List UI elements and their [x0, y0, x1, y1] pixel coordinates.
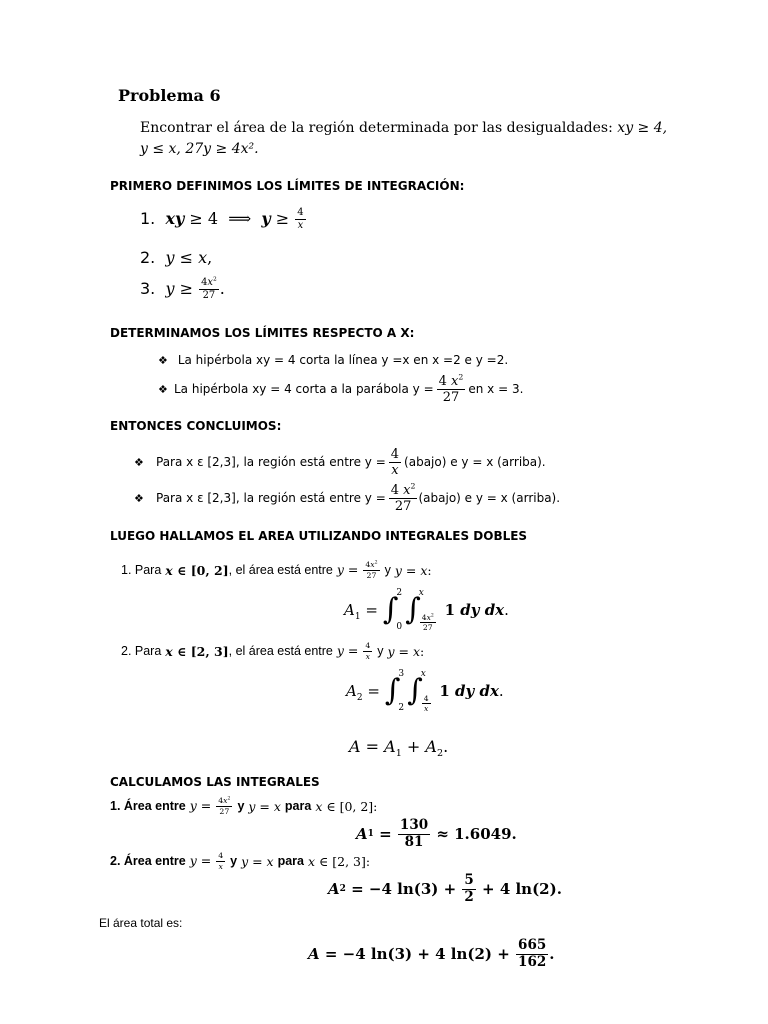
- x-limit-bullet-2-fraction: $\frac{4 x^2}{27}$: [438, 372, 464, 405]
- limit-item-1: [140, 208, 307, 231]
- limit-item-3: [140, 275, 225, 301]
- calc-item-1: [110, 794, 377, 818]
- integral-sign-icon: ∫: [384, 673, 401, 708]
- conclusion-bullet-2: [134, 479, 560, 517]
- integral-A1-outer-limits: 2 0: [396, 588, 403, 632]
- calc-item-2-upper: y = x: [241, 853, 274, 869]
- x-limit-bullet-1: [158, 353, 508, 367]
- integral-item-2-upper: y = x:: [387, 643, 425, 659]
- total-area-sum: $A = A_1 + A_2$.: [349, 737, 449, 760]
- conclude-heading: ENTONCES CONCLUIMOS:: [110, 419, 282, 433]
- double-integrals-heading: LUEGO HALLAMOS EL AREA UTILIZANDO INTEGRALES DOBLES: [110, 529, 528, 543]
- calc-item-2-y: y: [230, 854, 238, 868]
- statement-math-1: xy ≥ 4,: [617, 120, 668, 136]
- calc-heading: CALCULAMOS LAS INTEGRALES: [110, 775, 320, 789]
- calc-item-1-para: para: [284, 799, 312, 813]
- limit-item-1-math: xy ≥ 4 ⟹ y ≥ $\frac{4}{x}$: [165, 207, 304, 231]
- conclusion-bullet-1-pre: Para x ε [2,3], la región está entre y =: [156, 455, 386, 469]
- conclusion-bullet-2-pre: Para x ε [2,3], la región está entre y =: [156, 491, 386, 505]
- x-limits-heading: DETERMINAMOS LOS LÍMITES RESPECTO A X:: [110, 326, 415, 340]
- conclusion-bullet-2-fraction: $\frac{4 x^2}{27}$: [390, 481, 416, 514]
- diamond-bullet-icon: ❖: [134, 491, 144, 505]
- integral-sign-icon: ∫: [382, 592, 399, 627]
- statement-text: Encontrar el área de la región determinada por las desigualdades:: [140, 120, 613, 136]
- integral-sign-icon: ∫: [407, 673, 423, 708]
- problem-title: Problema 6: [118, 86, 221, 105]
- integral-item-2-pre: 2. Para: [121, 644, 162, 658]
- calc-result-A1: A 1 = $\frac{130}{81}$ ≈ 1.6049.: [356, 817, 517, 850]
- limit-item-3-math: y ≥ $\frac{4x^2}{27}$ .: [165, 275, 225, 301]
- integral-item-2: [121, 637, 424, 665]
- integral-item-1-interval: x ∈ [0, 2]: [165, 562, 229, 578]
- limit-item-1-num: 1.: [140, 208, 156, 228]
- integral-A1: [344, 585, 509, 635]
- problem-statement-line2: [140, 141, 259, 157]
- calc-item-1-upper: y = x: [248, 798, 281, 814]
- conclusion-bullet-2-post: (abajo) e y = x (arriba).: [418, 491, 561, 505]
- diamond-bullet-icon: ❖: [134, 455, 144, 469]
- statement-math-2: y ≤ x, 27y ≥ 4x².: [140, 141, 259, 157]
- x-limit-bullet-2-pre: La hipérbola xy = 4 corta a la parábola y =: [174, 382, 434, 396]
- integral-A1-inner-limits: x $\frac{4x^2}{27}$: [418, 588, 434, 633]
- conclusion-bullet-1-fraction: $\frac{4}{x}$: [390, 446, 400, 478]
- limits-heading: PRIMERO DEFINIMOS LOS LÍMITES DE INTEGRACIÓN:: [110, 179, 465, 193]
- integral-item-2-mid: , el área está entre: [228, 644, 333, 658]
- calc-item-2-interval: x ∈ [2, 3]:: [307, 853, 371, 869]
- limit-item-2: [140, 248, 212, 267]
- integral-item-1-y: y: [384, 563, 391, 577]
- calc-item-1-y: y: [237, 799, 245, 813]
- limit-item-3-num: 3.: [140, 278, 156, 298]
- integral-item-2-y: y: [377, 644, 384, 658]
- integral-A1-integrand: 1 dy dx.: [444, 601, 509, 619]
- calc-item-2-lower: y = $\frac{4}{x}$: [189, 850, 224, 871]
- calc-item-1-lower: y = $\frac{4x^2}{27}$: [189, 795, 231, 816]
- limit-item-2-math: y ≤ x,: [165, 248, 213, 267]
- conclusion-bullet-1: [134, 443, 546, 481]
- integral-A1-label: $A_1$ =: [344, 601, 383, 622]
- total-label: El área total es:: [99, 916, 183, 930]
- calc-item-1-interval: x ∈ [0, 2]:: [315, 798, 378, 814]
- problem-statement-line1: [140, 120, 667, 136]
- diamond-bullet-icon: ❖: [158, 354, 168, 367]
- integral-A2-label: $A_2$ =: [346, 682, 385, 703]
- integral-sign-icon: ∫: [405, 592, 421, 627]
- x-limit-bullet-2-post: en x = 3.: [468, 382, 524, 396]
- calc-item-2: [110, 849, 370, 873]
- integral-A2-inner-limits: x $\frac{4}{x}$: [420, 669, 429, 714]
- calc-result-A2: A 2 = −4 ln(3) + $\frac{5}{2}$ + 4 ln(2).: [328, 872, 562, 905]
- integral-A2: [346, 666, 504, 716]
- calc-item-1-pre: 1. Área entre: [110, 799, 186, 813]
- total-area-result: A = −4 ln(3) + 4 ln(2) + $\frac{665}{162}$ .: [308, 937, 555, 970]
- diamond-bullet-icon: ❖: [158, 382, 168, 396]
- calc-item-2-pre: 2. Área entre: [110, 854, 186, 868]
- integral-item-1: [121, 556, 432, 584]
- calc-item-2-para: para: [277, 854, 304, 868]
- integral-item-2-lower: y = $\frac{4}{x}$: [336, 640, 371, 661]
- integral-A2-integrand: 1 dy dx.: [439, 682, 504, 700]
- integral-item-1-upper: y = x:: [394, 562, 432, 578]
- integral-A2-outer-limits: 3 2: [398, 669, 405, 713]
- integral-item-1-lower: y = $\frac{4x^2}{27}$: [336, 559, 378, 580]
- integral-item-2-interval: x ∈ [2, 3]: [165, 643, 229, 659]
- x-limit-bullet-1-text: La hipérbola xy = 4 corta la línea y =x en x =2 e y =2.: [177, 353, 509, 367]
- integral-item-1-mid: , el área está entre: [228, 563, 333, 577]
- conclusion-bullet-1-post: (abajo) e y = x (arriba).: [404, 455, 546, 469]
- limit-item-2-num: 2.: [140, 248, 156, 267]
- integral-item-1-pre: 1. Para: [121, 563, 162, 577]
- x-limit-bullet-2: [158, 370, 523, 408]
